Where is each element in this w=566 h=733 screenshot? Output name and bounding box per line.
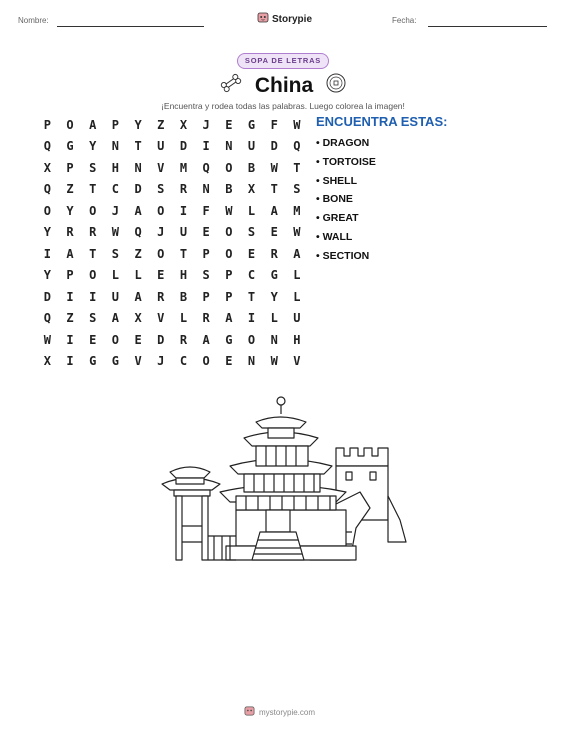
grid-letter[interactable]: L bbox=[179, 311, 188, 326]
grid-letter[interactable]: Z bbox=[157, 117, 165, 132]
grid-letter[interactable]: I bbox=[66, 354, 74, 369]
grid-letter[interactable]: U bbox=[179, 225, 188, 240]
grid-letter[interactable]: W bbox=[225, 203, 233, 218]
name-field[interactable] bbox=[57, 26, 204, 27]
grid-row bbox=[36, 308, 308, 330]
grid-letter[interactable]: X bbox=[179, 117, 188, 132]
grid-letter[interactable]: A bbox=[134, 203, 142, 218]
storypie-logo-icon bbox=[257, 10, 269, 28]
grid-letter[interactable]: A bbox=[202, 332, 210, 347]
grid-letter[interactable]: P bbox=[66, 268, 74, 283]
grid-letter[interactable]: B bbox=[179, 289, 188, 304]
brand-logo bbox=[257, 10, 312, 28]
grid-letter[interactable]: P bbox=[225, 289, 233, 304]
grid-letter[interactable]: H bbox=[293, 332, 301, 347]
grid-letter[interactable]: G bbox=[89, 354, 97, 369]
grid-letter[interactable]: W bbox=[293, 117, 301, 132]
word-list-item: • TORTOISE bbox=[316, 155, 376, 168]
grid-letter[interactable]: I bbox=[66, 289, 74, 304]
grid-letter[interactable]: O bbox=[202, 354, 210, 369]
grid-letter[interactable]: Z bbox=[134, 246, 142, 261]
grid-letter[interactable]: O bbox=[225, 246, 233, 261]
grid-letter[interactable]: T bbox=[270, 182, 278, 197]
grid-letter[interactable]: N bbox=[134, 160, 142, 175]
grid-letter[interactable]: Q bbox=[43, 311, 51, 326]
grid-letter[interactable]: A bbox=[111, 311, 120, 326]
brand-name: Storypie bbox=[272, 13, 313, 25]
word-list-item: • BONE bbox=[316, 193, 353, 206]
grid-letter[interactable]: T bbox=[247, 289, 256, 304]
grid-row bbox=[36, 114, 308, 136]
grid-letter[interactable]: E bbox=[134, 332, 142, 347]
grid-letter[interactable]: O bbox=[157, 246, 165, 261]
grid-letter[interactable]: O bbox=[225, 160, 233, 175]
grid-row bbox=[36, 329, 308, 351]
word-list-item: • SHELL bbox=[316, 174, 358, 187]
coin-icon bbox=[325, 72, 347, 99]
grid-letter[interactable]: R bbox=[179, 332, 188, 347]
grid-letter[interactable]: P bbox=[66, 160, 74, 175]
chinese-temple-great-wall-illustration bbox=[160, 392, 410, 569]
grid-letter[interactable]: Y bbox=[134, 117, 142, 132]
grid-letter[interactable]: P bbox=[202, 289, 210, 304]
grid-letter[interactable]: G bbox=[111, 354, 120, 369]
grid-letter[interactable]: Y bbox=[66, 203, 74, 218]
grid-letter[interactable]: D bbox=[157, 332, 165, 347]
grid-letter[interactable]: U bbox=[157, 139, 165, 154]
word-list-item: • WALL bbox=[316, 230, 353, 243]
grid-letter[interactable]: M bbox=[293, 203, 301, 218]
grid-letter[interactable]: A bbox=[270, 203, 278, 218]
bone-icon bbox=[219, 72, 243, 99]
grid-letter[interactable]: Q bbox=[43, 182, 51, 197]
grid-letter[interactable]: R bbox=[202, 311, 210, 326]
grid-letter[interactable]: F bbox=[270, 117, 278, 132]
footer-url[interactable]: mystorypie.com bbox=[259, 707, 316, 717]
grid-letter[interactable]: R bbox=[179, 182, 188, 197]
grid-letter[interactable]: J bbox=[157, 225, 165, 240]
grid-row bbox=[36, 222, 308, 244]
grid-letter[interactable]: V bbox=[157, 160, 165, 175]
grid-letter[interactable]: Q bbox=[134, 225, 142, 240]
grid-letter[interactable]: E bbox=[225, 117, 233, 132]
word-list-item: • GREAT bbox=[316, 212, 359, 225]
grid-row bbox=[36, 351, 308, 373]
grid-row bbox=[36, 200, 308, 222]
grid-letter[interactable]: D bbox=[179, 139, 188, 154]
grid-letter[interactable]: X bbox=[43, 354, 51, 369]
grid-row bbox=[36, 265, 308, 287]
grid-letter[interactable]: J bbox=[202, 117, 210, 132]
grid-letter[interactable]: G bbox=[270, 268, 278, 283]
grid-letter[interactable]: I bbox=[43, 246, 51, 261]
grid-letter[interactable]: L bbox=[247, 203, 256, 218]
grid-letter[interactable]: Y bbox=[43, 268, 51, 283]
grid-letter[interactable]: O bbox=[225, 225, 233, 240]
date-label: Fecha: bbox=[392, 16, 417, 25]
grid-letter[interactable]: N bbox=[202, 182, 210, 197]
grid-letter[interactable]: Y bbox=[270, 289, 278, 304]
grid-letter[interactable]: Z bbox=[66, 182, 74, 197]
grid-letter[interactable]: N bbox=[225, 139, 233, 154]
grid-letter[interactable]: U bbox=[293, 311, 301, 326]
grid-letter[interactable]: X bbox=[134, 311, 142, 326]
grid-letter[interactable]: I bbox=[247, 311, 256, 326]
grid-letter[interactable]: P bbox=[111, 117, 120, 132]
grid-letter[interactable]: W bbox=[111, 225, 120, 240]
grid-letter[interactable]: C bbox=[179, 354, 188, 369]
grid-letter[interactable]: N bbox=[270, 332, 278, 347]
grid-letter[interactable]: X bbox=[247, 182, 256, 197]
grid-letter[interactable]: R bbox=[270, 246, 278, 261]
grid-letter[interactable]: D bbox=[270, 139, 278, 154]
grid-letter[interactable]: U bbox=[111, 289, 120, 304]
grid-letter[interactable]: T bbox=[134, 139, 142, 154]
grid-letter[interactable]: S bbox=[111, 246, 120, 261]
grid-letter[interactable]: V bbox=[293, 354, 301, 369]
grid-letter[interactable]: L bbox=[270, 311, 278, 326]
footer bbox=[244, 703, 315, 721]
word-list-item: • SECTION bbox=[316, 249, 370, 262]
grid-letter[interactable]: G bbox=[66, 139, 74, 154]
grid-letter[interactable]: O bbox=[89, 203, 97, 218]
letter-grid bbox=[36, 114, 308, 372]
grid-letter[interactable]: A bbox=[134, 289, 142, 304]
grid-letter[interactable]: Z bbox=[66, 311, 74, 326]
grid-letter[interactable]: R bbox=[157, 289, 165, 304]
grid-letter[interactable]: U bbox=[247, 139, 256, 154]
grid-letter[interactable]: E bbox=[202, 225, 210, 240]
grid-letter[interactable]: J bbox=[111, 203, 120, 218]
grid-letter[interactable]: B bbox=[247, 160, 256, 175]
grid-letter[interactable]: Q bbox=[43, 139, 51, 154]
grid-letter[interactable]: C bbox=[247, 268, 256, 283]
grid-letter[interactable]: A bbox=[225, 311, 233, 326]
grid-letter[interactable]: Y bbox=[43, 225, 51, 240]
title-row bbox=[0, 72, 566, 99]
page-title: China bbox=[254, 73, 314, 97]
grid-letter[interactable]: A bbox=[89, 117, 97, 132]
grid-letter[interactable]: T bbox=[89, 182, 97, 197]
grid-letter[interactable]: P bbox=[43, 117, 51, 132]
grid-letter[interactable]: N bbox=[247, 354, 256, 369]
grid-letter[interactable]: L bbox=[293, 268, 301, 283]
grid-letter[interactable]: I bbox=[66, 332, 74, 347]
grid-letter[interactable]: O bbox=[89, 268, 97, 283]
grid-letter[interactable]: E bbox=[225, 354, 233, 369]
grid-letter[interactable]: Y bbox=[89, 139, 97, 154]
grid-letter[interactable]: D bbox=[134, 182, 142, 197]
grid-letter[interactable]: X bbox=[43, 160, 51, 175]
grid-letter[interactable]: W bbox=[43, 332, 51, 347]
grid-letter[interactable]: M bbox=[179, 160, 188, 175]
grid-letter[interactable]: E bbox=[270, 225, 278, 240]
grid-letter[interactable]: L bbox=[134, 268, 142, 283]
grid-letter[interactable]: G bbox=[247, 117, 256, 132]
worksheet-type-badge: SOPA DE LETRAS bbox=[237, 53, 329, 69]
grid-letter[interactable]: W bbox=[293, 225, 301, 240]
storypie-logo-icon bbox=[244, 703, 255, 721]
grid-letter[interactable]: P bbox=[202, 246, 210, 261]
instructions: ¡Encuentra y rodea todas las palabras. Luego colorea la imagen! bbox=[161, 101, 405, 111]
grid-letter[interactable]: S bbox=[202, 268, 210, 283]
grid-letter[interactable]: Q bbox=[202, 160, 210, 175]
name-label: Nombre: bbox=[18, 16, 49, 25]
grid-letter[interactable]: I bbox=[202, 139, 210, 154]
grid-letter[interactable]: R bbox=[66, 225, 74, 240]
grid-letter[interactable]: A bbox=[66, 246, 74, 261]
word-list bbox=[316, 137, 376, 269]
grid-letter[interactable]: I bbox=[179, 203, 188, 218]
grid-letter[interactable]: S bbox=[247, 225, 256, 240]
grid-letter[interactable]: O bbox=[66, 117, 74, 132]
grid-letter[interactable]: E bbox=[247, 246, 256, 261]
grid-letter[interactable]: E bbox=[89, 332, 97, 347]
grid-letter[interactable]: F bbox=[202, 203, 210, 218]
grid-letter[interactable]: O bbox=[247, 332, 256, 347]
grid-letter[interactable]: W bbox=[270, 354, 278, 369]
grid-letter[interactable]: G bbox=[225, 332, 233, 347]
grid-row bbox=[36, 136, 308, 158]
grid-letter[interactable]: V bbox=[134, 354, 142, 369]
grid-letter[interactable]: B bbox=[225, 182, 233, 197]
grid-letter[interactable]: L bbox=[111, 268, 120, 283]
grid-row bbox=[36, 286, 308, 308]
grid-row bbox=[36, 179, 308, 201]
grid-letter[interactable]: S bbox=[157, 182, 165, 197]
grid-letter[interactable]: C bbox=[111, 182, 120, 197]
grid-letter[interactable]: O bbox=[157, 203, 165, 218]
grid-letter[interactable]: S bbox=[89, 160, 97, 175]
grid-letter[interactable]: R bbox=[89, 225, 97, 240]
grid-letter[interactable]: S bbox=[89, 311, 97, 326]
grid-letter[interactable]: D bbox=[43, 289, 51, 304]
grid-letter[interactable]: W bbox=[270, 160, 278, 175]
grid-letter[interactable]: H bbox=[111, 160, 120, 175]
word-list-title: ENCUENTRA ESTAS: bbox=[316, 114, 448, 129]
grid-letter[interactable]: H bbox=[179, 268, 188, 283]
grid-letter[interactable]: T bbox=[89, 246, 97, 261]
grid-letter[interactable]: E bbox=[157, 268, 165, 283]
grid-letter[interactable]: Q bbox=[293, 139, 301, 154]
grid-letter[interactable]: P bbox=[225, 268, 233, 283]
grid-letter[interactable]: L bbox=[293, 289, 301, 304]
grid-letter[interactable]: I bbox=[89, 289, 97, 304]
word-list-item: • DRAGON bbox=[316, 137, 370, 149]
grid-letter[interactable]: N bbox=[111, 139, 120, 154]
grid-letter[interactable]: T bbox=[179, 246, 188, 261]
grid-letter[interactable]: O bbox=[111, 332, 120, 347]
grid-letter[interactable]: T bbox=[293, 160, 301, 175]
grid-row bbox=[36, 243, 308, 265]
grid-letter[interactable]: O bbox=[43, 203, 51, 218]
grid-letter[interactable]: A bbox=[293, 246, 301, 261]
grid-letter[interactable]: V bbox=[157, 311, 165, 326]
grid-row bbox=[36, 157, 308, 179]
grid-letter[interactable]: S bbox=[293, 182, 301, 197]
date-field[interactable] bbox=[428, 26, 547, 27]
grid-letter[interactable]: J bbox=[157, 354, 165, 369]
